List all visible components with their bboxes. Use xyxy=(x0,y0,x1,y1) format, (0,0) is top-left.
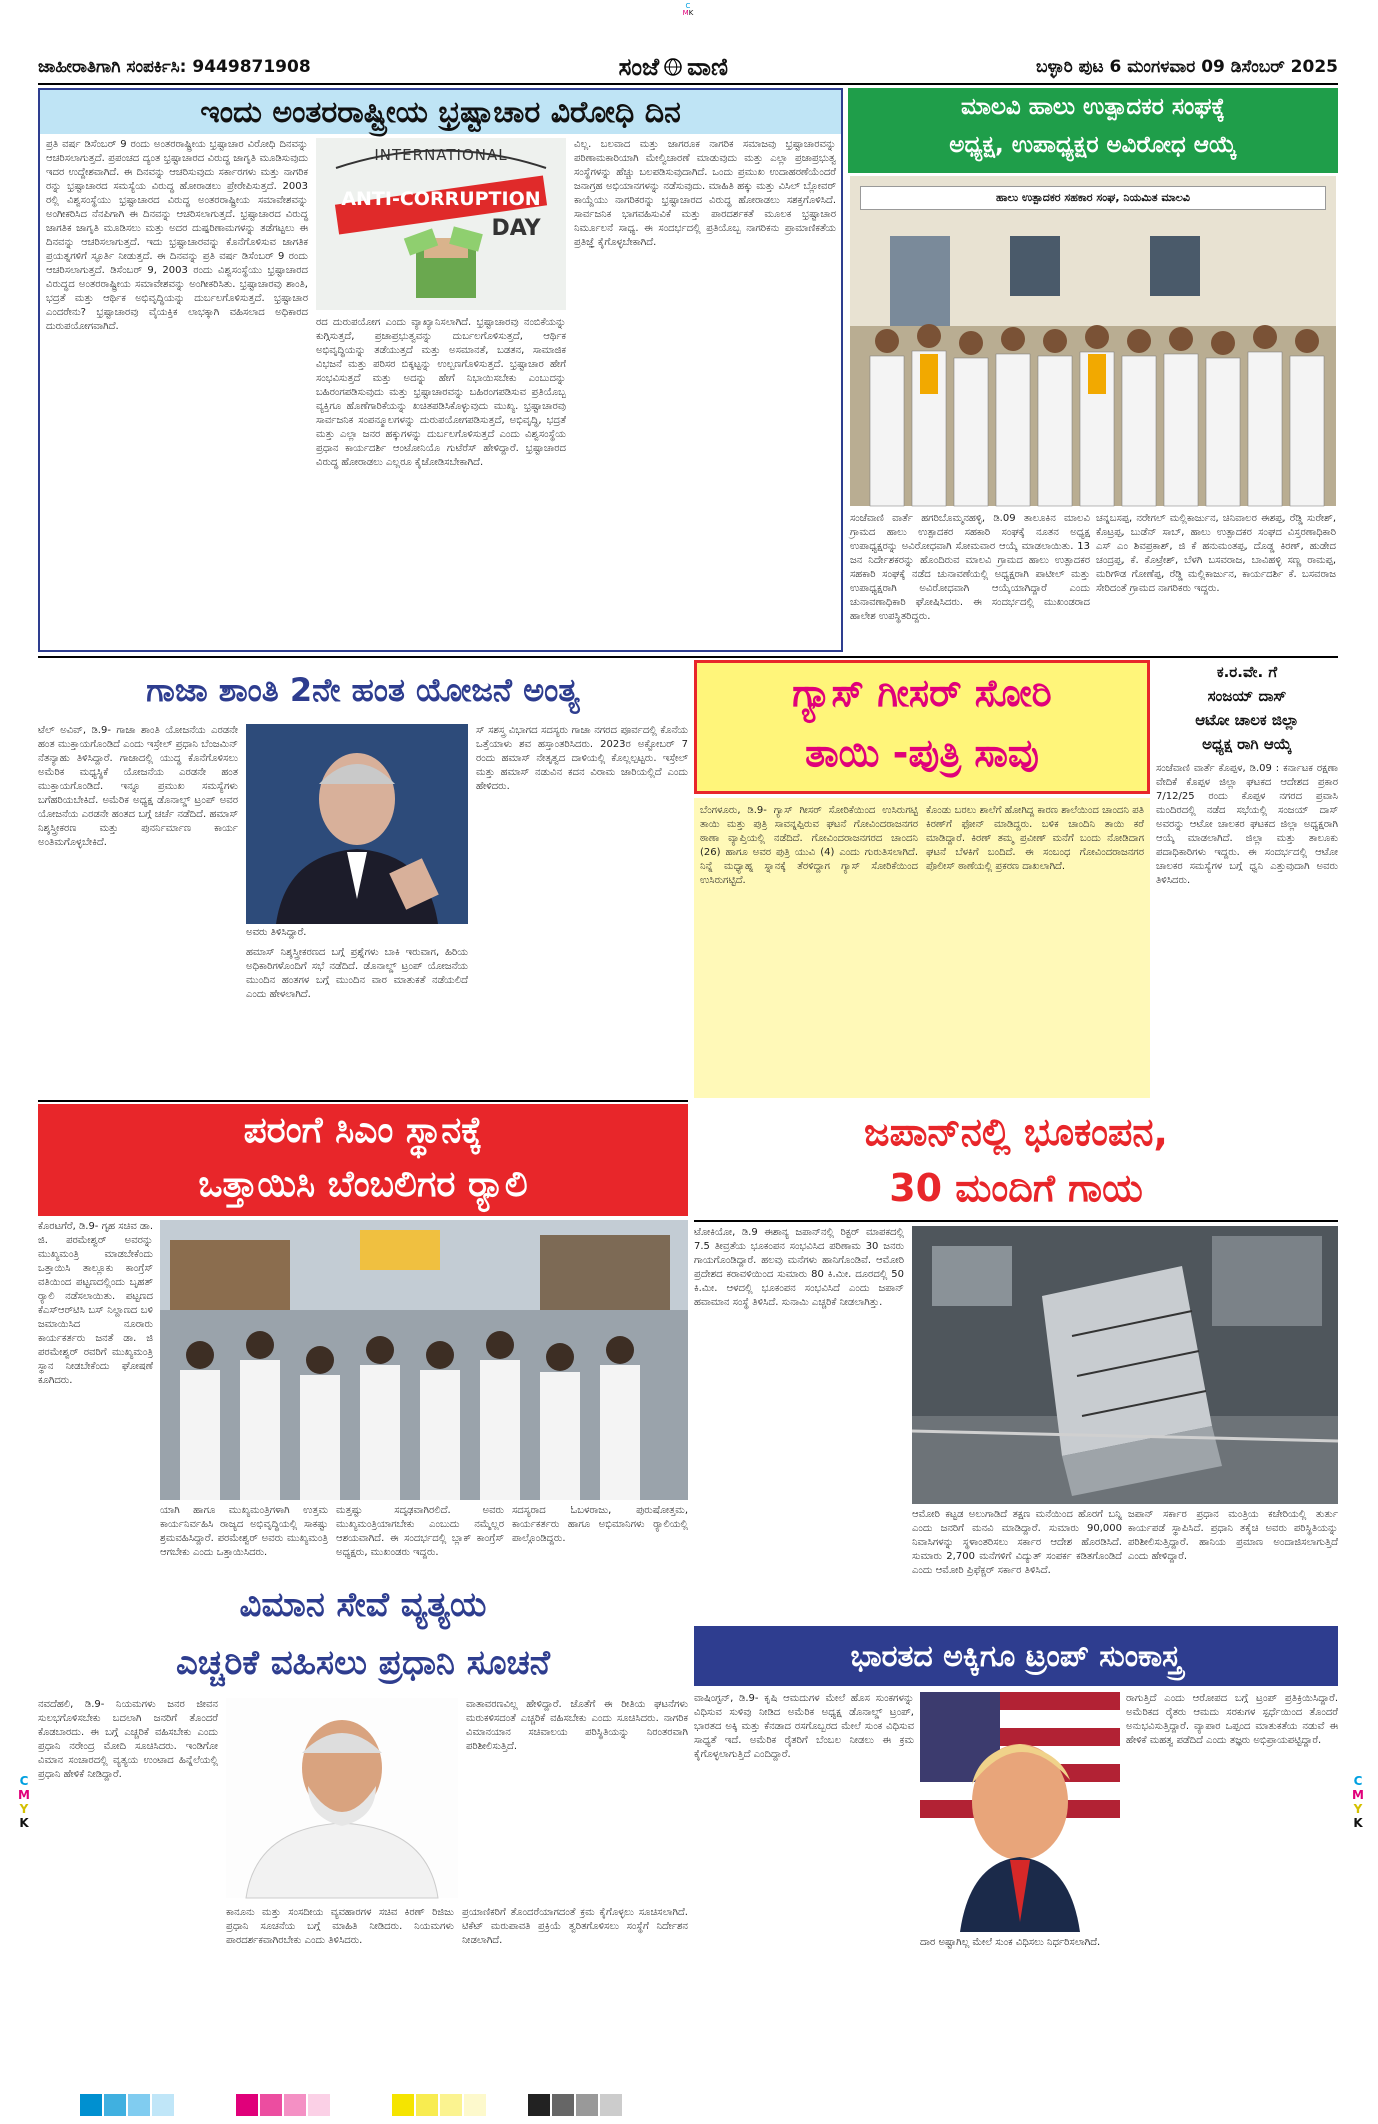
headline-rally xyxy=(38,1104,688,1216)
crowd-icon xyxy=(160,1220,688,1500)
paper-name-right: ವಾಣಿ xyxy=(687,53,728,81)
article-column: ವಾಷಿಂಗ್ಟನ್, ಡಿ.9- ಕೃಷಿ ಆಮದುಗಳ ಮೇಲೆ ಹೊಸ ಸುಂಕಗಳನ್ನು ವಿಧಿಸುವ ಸುಳಿವು ನೀಡಿದ ಅಮೆರಿಕ ಅಧ್ಯಕ್ಷ ಡೊನಾಲ್ಡ್ ಟ್ರಂಪ್, ಭಾರತದ ಅಕ್ಕಿ ಮತ್ತು ಕೆನಡಾದ ರಸಗೊಬ್ಬರದ ಮೇಲೆ ಸುಂಕ ವಿಧಿಸುವ ಸಾಧ್ಯತೆ ಇದೆ. ಅಮೆರಿಕ ರೈತರಿಗೆ ಬೆಂಬಲ ನೀಡಲು ಈ ಕ್ರಮ ಕೈಗೊಳ್ಳಲಾಗುತ್ತಿದೆ ಎಂದಿದ್ದಾರೆ. xyxy=(694,1693,914,1760)
article-column: ಸಂಜೆವಾಣಿ ವಾರ್ತೆ ಕೊಪ್ಪಳ, ಡಿ.09 : ಕರ್ನಾಟಕ ರಕ್ಷಣಾ ವೇದಿಕೆ ಕೊಪ್ಪಳ ಜಿಲ್ಲಾ ಘಟಕದ ಆದೇಶದ ಪ್ರಕಾರ 7/12/25 ರಂದು ಕೊಪ್ಪಳ ನಗರದ ಪ್ರವಾಸಿ ಮಂದಿರದಲ್ಲಿ ನಡೆದ ಸಭೆಯಲ್ಲಿ ಸಂಜಯ್ ದಾಸ್ ಅವರನ್ನು ಆಟೋ ಚಾಲಕರ ಘಟಕದ ಜಿಲ್ಲಾ ಅಧ್ಯಕ್ಷರಾಗಿ ಆಯ್ಕೆ ಮಾಡಲಾಗಿದೆ. ಜಿಲ್ಲಾ ಮತ್ತು ತಾಲೂಕು ಪದಾಧಿಕಾರಿಗಳು ಇದ್ದರು. ಈ ಸಂದರ್ಭದಲ್ಲಿ ಆಟೋ ಚಾಲಕರ ಸಮಸ್ಯೆಗಳ ಬಗ್ಗೆ ಧ್ವನಿ ಎತ್ತುವುದಾಗಿ ಅವರು ತಿಳಿಸಿದರು. xyxy=(1156,763,1338,886)
headline-milk-society xyxy=(848,88,1338,173)
article-column: ಟೆಲ್ ಅವಿವ್, ಡಿ.9- ಗಾಜಾ ಶಾಂತಿ ಯೋಜನೆಯ ಎರಡನೇ ಹಂತ ಮುಕ್ತಾಯಗೊಂಡಿದೆ ಎಂದು ಇಸ್ರೇಲ್ ಪ್ರಧಾನಿ ಬೆಂಜಮಿನ್ ನೆತನ್ಯಾಹು ತಿಳಿಸಿದ್ದಾರೆ. ಗಾಜಾದಲ್ಲಿ ಯುದ್ಧ ಕೊನೆಗೊಳಿಸಲು ಅಮೆರಿಕ ಮಧ್ಯಸ್ಥಿಕೆ ಯೋಜನೆಯ ಎರಡನೇ ಹಂತ ಮುಕ್ತಾಯಗೊಂಡಿದೆ. ಇನ್ನೂ ಪ್ರಮುಖ ಸಮಸ್ಯೆಗಳು ಬಗೆಹರಿಯಬೇಕಿದೆ. ಅಮೆರಿಕ ಅಧ್ಯಕ್ಷ ಡೊನಾಲ್ಡ್ ಟ್ರಂಪ್ ಅವರ ಯೋಜನೆಯ ಎರಡನೇ ಹಂತದ ಬಗ್ಗೆ ಚರ್ಚೆ ನಡೆದಿದೆ. ಹಮಾಸ್ ನಿಶ್ಶಸ್ತ್ರೀಕರಣ ಮತ್ತು ಪುನರ್ನಿರ್ಮಾಣ ಕಾರ್ಯ ಅಂತಿಮಗೊಳ್ಳಬೇಕಿದೆ. xyxy=(38,725,238,848)
headline-japan-l2: 30 ಮಂದಿಗೆ ಗಾಯ xyxy=(889,1166,1143,1210)
collapsed-building-icon xyxy=(912,1226,1338,1504)
swatch xyxy=(416,2094,438,2116)
person-icon xyxy=(246,724,468,924)
paper-name xyxy=(619,53,728,81)
swatch xyxy=(308,2094,330,2116)
globe-icon xyxy=(663,57,683,77)
modi-photo xyxy=(226,1698,458,1898)
side-cmyk-right: C M Y K xyxy=(1352,1774,1364,1830)
article-column: ಸದಸ್ಯರಾದ ಓಬಳರಾಜು, ಪುರುಷೋತ್ತಮ, ಕಾರ್ಯಕರ್ತರು ಹಾಗೂ ಅಭಿಮಾನಿಗಳು ರ‍್ಯಾಲಿಯಲ್ಲಿ ಪಾಲ್ಗೊಂಡಿದ್ದರು. xyxy=(512,1505,688,1544)
swatch xyxy=(392,2094,414,2116)
masthead-rule xyxy=(38,83,1338,85)
swatch xyxy=(440,2094,462,2116)
headline-line: ಅಧ್ಯಕ್ಷ ರಾಗಿ ಆಯ್ಕೆ xyxy=(1202,735,1292,753)
article-column: ಜಪಾನ್ ಸರ್ಕಾರ ಪ್ರಧಾನ ಮಂತ್ರಿಯ ಕಚೇರಿಯಲ್ಲಿ ತುರ್ತು ಕಾರ್ಯಪಡೆ ಸ್ಥಾಪಿಸಿದೆ. ಪ್ರಧಾನಿ ತಕೈಚಿ ಅವರು ಪರಿಸ್ಥಿತಿಯನ್ನು ಪರಿಶೀಲಿಸುತ್ತಿದ್ದಾರೆ. ಹಾನಿಯ ಪ್ರಮಾಣ ಅಂದಾಜಿಸಲಾಗುತ್ತಿದೆ ಎಂದು ಹೇಳಿದ್ದಾರೆ. xyxy=(1128,1509,1338,1562)
headline-gaza: ಗಾಜಾ ಶಾಂತಿ 2ನೇ ಹಂತ ಯೋಜನೆ ಅಂತ್ಯ xyxy=(146,670,580,709)
swatch xyxy=(80,2094,102,2116)
photo-caption: ಅವರು ತಿಳಿಸಿದ್ದಾರೆ. xyxy=(246,927,307,938)
headline-line: ಗ್ಯಾಸ್ ಗೀಸರ್ ಸೋರಿ xyxy=(792,671,1052,715)
side-cmyk-left: C M Y K xyxy=(18,1774,30,1830)
section-rule xyxy=(694,1220,1338,1222)
headline-krv xyxy=(1156,660,1338,756)
article-column: ಪ್ರಯಾಣಿಕರಿಗೆ ತೊಂದರೆಯಾಗದಂತೆ ಕ್ರಮ ಕೈಗೊಳ್ಳಲು ಸೂಚಿಸಲಾಗಿದೆ. ಟಿಕೆಟ್ ಮರುಪಾವತಿ ಪ್ರಕ್ರಿಯೆ ತ್ವರಿತಗೊಳಿಸಲು ಸಂಸ್ಥೆಗೆ ನಿರ್ದೇಶನ ನೀಡಲಾಗಿದೆ. xyxy=(462,1907,688,1946)
headline-line: ಕ.ರ.ವೇ. ಗೆ xyxy=(1216,663,1278,681)
headline-trump-tariff: ಭಾರತದ ಅಕ್ಕಿಗೂ ಟ್ರಂಪ್ ಸುಂಕಾಸ್ತ್ರ xyxy=(694,1626,1338,1686)
swatch xyxy=(528,2094,550,2116)
swatch xyxy=(104,2094,126,2116)
paper-name-left: ಸಂಜೆ xyxy=(618,53,660,81)
headline-gas-geyser xyxy=(694,660,1150,794)
masthead xyxy=(38,52,1338,82)
img-line3: DAY xyxy=(491,216,541,241)
headline-line: ಆಟೋ ಚಾಲಕ ಜಿಲ್ಲಾ xyxy=(1195,711,1299,729)
article-column: ಸಂಜೆವಾಣಿ ವಾರ್ತೆ ಹಗರಿಬೊಮ್ಮನಹಳ್ಳಿ, ಡಿ.09 ತಾಲೂಕಿನ ಮಾಲವಿ ಗ್ರಾಮದ ಹಾಲು ಉತ್ಪಾದಕರ ಸಹಕಾರಿ ಸಂಘಕ್ಕೆ ನೂತನ ಅಧ್ಯಕ್ಷ ಉಪಾಧ್ಯಕ್ಷರನ್ನು ಅವಿರೋಧವಾಗಿ ಸೋಮವಾರ ಆಯ್ಕೆ ಮಾಡಲಾಯಿತು. 13 ಜನ ನಿರ್ದೇಶಕರನ್ನು ಹೊಂದಿರುವ ಮಾಲವಿ ಗ್ರಾಮದ ಹಾಲು ಉತ್ಪಾದಕರ ಸಹಕಾರಿ ಸಂಘಕ್ಕೆ ನಡೆದ ಚುನಾವಣೆಯಲ್ಲಿ ಅಧ್ಯಕ್ಷರಾಗಿ ಪಾಟೀಲ್ ಮತ್ತು ಉಪಾಧ್ಯಕ್ಷರಾಗಿ ಅವಿರೋಧವಾಗಿ ಆಯ್ಕೆಯಾಗಿದ್ದಾರೆ ಎಂದು ಚುನಾವಣಾಧಿಕಾರಿ ಘೋಷಿಸಿದರು. ಈ ಸಂದರ್ಭದಲ್ಲಿ ಮುಖಂಡರಾದ ಹಾಲೇಶ ಉಪಸ್ಥಿತರಿದ್ದರು. xyxy=(850,513,1090,622)
anti-corruption-day-image xyxy=(316,138,566,310)
headline-line: ತಾಯಿ -ಪುತ್ರಿ ಸಾವು xyxy=(805,731,1039,775)
section-rule xyxy=(38,656,1338,658)
swatch xyxy=(260,2094,282,2116)
headline-japan-l1: ಜಪಾನ್‌ನಲ್ಲಿ ಭೂಕಂಪನ, xyxy=(864,1110,1168,1154)
article-column: ಟೋಕಿಯೋ, ಡಿ.9 ಈಶಾನ್ಯ ಜಪಾನ್‌ನಲ್ಲಿ ರಿಕ್ಟರ್ ಮಾಪಕದಲ್ಲಿ 7.5 ತೀವ್ರತೆಯ ಭೂಕಂಪನ ಸಂಭವಿಸಿದ ಪರಿಣಾಮ 30 ಜನರು ಗಾಯಗೊಂಡಿದ್ದಾರೆ. ಹಲವು ಮನೆಗಳು ಹಾನಿಗೊಂಡಿವೆ. ಆಮೋರಿ ಪ್ರದೇಶದ ಕರಾವಳಿಯಿಂದ ಸುಮಾರು 80 ಕಿ.ಮೀ. ದೂರದಲ್ಲಿ 50 ಕಿ.ಮೀ. ಆಳದಲ್ಲಿ ಭೂಕಂಪನ ಸಂಭವಿಸಿದೆ ಎಂದು ಜಪಾನ್ ಹವಾಮಾನ ಸಂಸ್ಥೆ ತಿಳಿಸಿದೆ. ಸುನಾಮಿ ಎಚ್ಚರಿಕೆ ನೀಡಲಾಗಿತ್ತು. xyxy=(694,1227,904,1308)
swatch xyxy=(552,2094,574,2116)
reg-c: C xyxy=(685,2,691,10)
article-column: ರದ ದುರುಪಯೋಗ ಎಂದು ವ್ಯಾಖ್ಯಾನಿಸಲಾಗಿದೆ. ಭ್ರಷ್ಟಾಚಾರವು ನಂಬಿಕೆಯನ್ನು ಕುಗ್ಗಿಸುತ್ತದೆ, ಪ್ರಜಾಪ್ರಭುತ್ವವನ್ನು ದುರ್ಬಲಗೊಳಿಸುತ್ತದೆ, ಆರ್ಥಿಕ ಅಭಿವೃದ್ಧಿಯನ್ನು ತಡೆಯುತ್ತದೆ ಮತ್ತು ಅಸಮಾನತೆ, ಬಡತನ, ಸಾಮಾಜಿಕ ವಿಭಜನೆ ಮತ್ತು ಪರಿಸರ ಬಿಕ್ಕಟ್ಟನ್ನು ಉಲ್ಬಣಗೊಳಿಸುತ್ತದೆ. ಭ್ರಷ್ಟಾಚಾರ ಹೇಗೆ ಸಂಭವಿಸುತ್ತದೆ ಮತ್ತು ಅದನ್ನು ಹೇಗೆ ನಿಭಾಯಿಸಬೇಕು ಎಂಬುದನ್ನು ಬಹಿರಂಗಪಡಿಸುವುದು ಮತ್ತು ಭ್ರಷ್ಟಾಚಾರವನ್ನು ಬಹಿರಂಗಪಡಿಸುವ ಪ್ರತಿಯೊಬ್ಬ ವ್ಯಕ್ತಿಗೂ ಹೊಣೆಗಾರಿಕೆಯನ್ನು ಖಚಿತಪಡಿಸಿಕೊಳ್ಳುವುದು ಮುಖ್ಯ. ಭ್ರಷ್ಟಾಚಾರವು ಸಾರ್ವಜನಿಕ ಸಂಪನ್ಮೂಲಗಳನ್ನು ದುರುಪಯೋಗಪಡಿಸುತ್ತದೆ, ಅಭಿವೃದ್ಧಿ, ಭದ್ರತೆ ಮತ್ತು ಎಲ್ಲಾ ಜನರ ಹಕ್ಕುಗಳನ್ನು ದುರ್ಬಲಗೊಳಿಸುತ್ತದೆ ಎಂದು ವಿಶ್ವಸಂಸ್ಥೆಯ ಪ್ರಧಾನ ಕಾರ್ಯದರ್ಶಿ ಆಂಟೋನಿಯೊ ಗುಟೆರೆಸ್ ಹೇಳಿದ್ದಾರೆ. ಭ್ರಷ್ಟಾಚಾರದ ವಿರುದ್ಧ ಹೋರಾಡಲು ಎಲ್ಲರೂ ಕೈಜೋಡಿಸಬೇಕಾಗಿದೆ. xyxy=(316,317,566,468)
trump-photo xyxy=(920,1692,1120,1932)
registration-mark-top xyxy=(676,3,700,25)
headline-flight xyxy=(38,1576,688,1696)
headline-line: ಒತ್ತಾಯಿಸಿ ಬೆಂಬಲಿಗರ ರ‍್ಯಾಲಿ xyxy=(198,1164,528,1205)
society-sign: ಹಾಲು ಉತ್ಪಾದಕರ ಸಹಕಾರ ಸಂಘ, ನಿಯಮಿತ ಮಾಲವಿ xyxy=(860,186,1326,210)
headline-line: ವಿಮಾನ ಸೇವೆ ವ್ಯತ್ಯಯ xyxy=(239,1585,487,1625)
headline-anti-corruption: ಇಂದು ಅಂತರರಾಷ್ಟ್ರೀಯ ಭ್ರಷ್ಟಾಚಾರ ವಿರೋಧಿ ದಿನ xyxy=(40,90,841,134)
img-line1: INTERNATIONAL xyxy=(374,146,508,164)
article-column: ನವದೆಹಲಿ, ಡಿ.9- ನಿಯಮಗಳು ಜನರ ಜೀವನ ಸುಲಭಗೊಳಿಸಬೇಕು ಬದಲಾಗಿ ಜನರಿಗೆ ತೊಂದರೆ ಕೊಡಬಾರದು. ಈ ಬಗ್ಗೆ ಎಚ್ಚರಿಕೆ ವಹಿಸಬೇಕು ಎಂದು ಪ್ರಧಾನಿ ನರೇಂದ್ರ ಮೋದಿ ಸೂಚಿಸಿದರು. ಇಂಡಿಗೋ ವಿಮಾನ ಸಂಚಾರದಲ್ಲಿ ವ್ಯತ್ಯಯ ಉಂಟಾದ ಹಿನ್ನೆಲೆಯಲ್ಲಿ ಪ್ರಧಾನಿ ಹೇಳಿಕೆ ನೀಡಿದ್ದಾರೆ. xyxy=(38,1699,218,1780)
article-column: ಆಮೋರಿ ಕಟ್ಟಡ ಅಲುಗಾಡಿದೆ ತಕ್ಷಣ ಮನೆಯಿಂದ ಹೊರಗೆ ಬನ್ನಿ ಎಂದು ಜನರಿಗೆ ಮನವಿ ಮಾಡಿದ್ದಾರೆ. ಸುಮಾರು 90,000 ನಿವಾಸಿಗಳನ್ನು ಸ್ಥಳಾಂತರಿಸಲು ಸರ್ಕಾರ ಆದೇಶ ಹೊರಡಿಸಿದೆ. ಸುಮಾರು 2,700 ಮನೆಗಳಿಗೆ ವಿದ್ಯುತ್ ಸಂಪರ್ಕ ಕಡಿತಗೊಂಡಿದೆ ಎಂದು ಆಮೋರಿ ಪ್ರಿಫೆಕ್ಚರ್ ಸರ್ಕಾರ ತಿಳಿಸಿದೆ. xyxy=(912,1509,1122,1576)
article-column: ಬೆಂಗಳೂರು, ಡಿ.9- ಗ್ಯಾಸ್ ಗೀಸರ್ ಸೋರಿಕೆಯಿಂದ ಉಸಿರುಗಟ್ಟಿ ತಾಯಿ ಮತ್ತು ಪುತ್ರಿ ಸಾವನ್ನಪ್ಪಿರುವ ಘಟನೆ ಗೋವಿಂದರಾಜನಗರ ಠಾಣಾ ವ್ಯಾಪ್ತಿಯಲ್ಲಿ ನಡೆದಿದೆ. ಗೋವಿಂದರಾಜನಗರದ ಚಾಂದನಿ (26) ಹಾಗೂ ಅವರ ಪುತ್ರಿ ಯುವಿ (4) ಎಂದು ಗುರುತಿಸಲಾಗಿದೆ. ನಿನ್ನೆ ಮಧ್ಯಾಹ್ನ ಸ್ನಾನಕ್ಕೆ ತೆರಳಿದ್ದಾಗ ಗ್ಯಾಸ್ ಸೋರಿಕೆಯಿಂದ ಉಸಿರುಗಟ್ಟಿದೆ. xyxy=(700,805,918,886)
color-bar xyxy=(80,2094,640,2116)
swatch xyxy=(464,2094,486,2116)
swatch xyxy=(600,2094,622,2116)
article-column: ಸ್ ಸಶಸ್ತ್ರ ವಿಭಾಗದ ಸದಸ್ಯರು ಗಾಜಾ ನಗರದ ಪೂರ್ವದಲ್ಲಿ ಕೊನೆಯ ಒತ್ತೆಯಾಳು ಶವ ಹಸ್ತಾಂತರಿಸಿದರು. 2023ರ ಅಕ್ಟೋಬರ್ 7 ರಂದು ಹಮಾಸ್ ನೇತೃತ್ವದ ದಾಳಿಯಲ್ಲಿ ಕೊಲ್ಲಲ್ಪಟ್ಟರು. ಇಸ್ರೇಲ್ ಮತ್ತು ಹಮಾಸ್ ನಡುವಿನ ಕದನ ವಿರಾಮ ಜಾರಿಯಲ್ಲಿದೆ ಎಂದು ಹೇಳಿದರು. xyxy=(476,725,688,792)
earthquake-photo xyxy=(912,1226,1338,1504)
article-column: ಹಮಾಸ್ ನಿಶ್ಶಸ್ತ್ರೀಕರಣದ ಬಗ್ಗೆ ಪ್ರಶ್ನೆಗಳು ಬಾಕಿ ಇರುವಾಗ, ಹಿರಿಯ ಅಧಿಕಾರಿಗಳೊಂದಿಗೆ ಸಭೆ ನಡೆದಿದೆ. ಡೊನಾಲ್ಡ್ ಟ್ರಂಪ್ ಯೋಜನೆಯ ಮುಂದಿನ ಹಂತಗಳ ಬಗ್ಗೆ ಮುಂದಿನ ವಾರ ಮಾತುಕತೆ ನಡೆಯಲಿದೆ ಎಂದು ಹೇಳಲಾಗಿದೆ. xyxy=(246,947,468,1000)
article-column: ಕಾನೂನು ಮತ್ತು ಸಂಸದೀಯ ವ್ಯವಹಾರಗಳ ಸಚಿವ ಕಿರಣ್ ರಿಜಿಜು ಪ್ರಧಾನಿ ಸೂಚನೆಯ ಬಗ್ಗೆ ಮಾಹಿತಿ ನೀಡಿದರು. ನಿಯಮಗಳು ಪಾರದರ್ಶಕವಾಗಿರಬೇಕು ಎಂದು ತಿಳಿಸಿದರು. xyxy=(226,1907,454,1946)
article-column: ವಿಲ್ಲ. ಬಲವಾದ ಮತ್ತು ಜಾಗರೂಕ ನಾಗರಿಕ ಸಮಾಜವು ಭ್ರಷ್ಟಾಚಾರವನ್ನು ಪರಿಣಾಮಕಾರಿಯಾಗಿ ಮೇಲ್ವಿಚಾರಣೆ ಮಾಡುವುದು ಮತ್ತು ಎಲ್ಲಾ ಪ್ರಜಾಪ್ರಭುತ್ವ ಸಂಸ್ಥೆಗಳನ್ನು ಹೆಚ್ಚು ಬಲಪಡಿಸುವುದಾಗಿದೆ. ಒಂದು ಪ್ರಮುಖ ಉದಾಹರಣೆಯೆಂದರೆ ಜನಾಗ್ರಹ ಅಭಿಯಾನಗಳನ್ನು ನಡೆಸುವುದು. ಮಾಹಿತಿ ಹಕ್ಕು ಮತ್ತು ವಿಸಿಲ್ ಬ್ಲೋವರ್ ಕಾಯ್ದೆಯು ನಾಗರಿಕರನ್ನು ಭ್ರಷ್ಟಾಚಾರದ ವಿರುದ್ಧ ಹೋರಾಡಲು ಸಶಕ್ತಗೊಳಿಸಿದೆ. ಸಾರ್ವಜನಿಕ ಭಾಗವಹಿಸುವಿಕೆ ಮತ್ತು ಪಾರದರ್ಶಕತೆ ಮೂಲಕ ಭ್ರಷ್ಟಾಚಾರ ನಿರ್ಮೂಲನೆ ಸಾಧ್ಯ. ಈ ಸಂದರ್ಭದಲ್ಲಿ ಪ್ರತಿಯೊಬ್ಬ ನಾಗರಿಕನು ಪ್ರಾಮಾಣಿಕತೆಯ ಪ್ರತಿಜ್ಞೆ ಕೈಗೊಳ್ಳಬೇಕಾಗಿದೆ. xyxy=(574,139,836,248)
article-column: ಪ್ರತಿ ವರ್ಷ ಡಿಸೆಂಬರ್ 9 ರಂದು ಅಂತರರಾಷ್ಟ್ರೀಯ ಭ್ರಷ್ಟಾಚಾರ ವಿರೋಧಿ ದಿನವನ್ನು ಆಚರಿಸಲಾಗುತ್ತದೆ. ಪ್ರಪಂಚದ ದ್ಯಂತ ಭ್ರಷ್ಟಾಚಾರದ ವಿರುದ್ಧ ಜಾಗೃತಿ ಮೂಡಿಸುವುದು ಇದರ ಉದ್ದೇಶವಾಗಿದೆ. ಈ ದಿನವನ್ನು ಆಚರಿಸುವುದು ಸರ್ಕಾರಗಳು ಮತ್ತು ನಾಗರಿಕ ರನ್ನು ಭ್ರಷ್ಟಾಚಾರದ ಸಮಸ್ಯೆಯ ವಿರುದ್ಧ ಹೋರಾಡಲು ಪ್ರೇರೇಪಿಸುತ್ತದೆ. 2003 ರಲ್ಲಿ ವಿಶ್ವಸಂಸ್ಥೆಯು ಭ್ರಷ್ಟಾಚಾರದ ವಿರುದ್ಧ ಅಂತರರಾಷ್ಟ್ರೀಯ ಸಮಾವೇಶವನ್ನು ಅಂಗೀಕರಿಸಿದ ನೆನಪಿಗಾಗಿ ಈ ದಿನವನ್ನು ಆಚರಿಸಲಾಗುತ್ತದೆ. ಭ್ರಷ್ಟಾಚಾರದ ವಿರುದ್ಧ ಜಾಗತಿಕ ಜಾಗೃತಿ ಮೂಡಿಸಲು ಮತ್ತು ಅದರ ದುಷ್ಪರಿಣಾಮಗಳನ್ನು ತಡೆಗಟ್ಟಲು ಈ ದಿನವನ್ನು ಆಚರಿಸಲಾಗುತ್ತದೆ. ಇದು ಭ್ರಷ್ಟಾಚಾರವನ್ನು ಕೊನೆಗೊಳಿಸುವ ಜಾಗತಿಕ ಪ್ರಯತ್ನಗಳಿಗೆ ಸ್ಫೂರ್ತಿ ನೀಡುತ್ತದೆ. ಈ ದಿನವನ್ನು ಪ್ರತಿ ವರ್ಷ ಡಿಸೆಂಬರ್ 9 ರಂದು ಆಚರಿಸಲಾಗುತ್ತದೆ. ಡಿಸೆಂಬರ್ 9, 2003 ರಂದು ವಿಶ್ವಸಂಸ್ಥೆಯು ಭ್ರಷ್ಟಾಚಾರದ ವಿರುದ್ಧದ ಅಂತರರಾಷ್ಟ್ರೀಯ ಸಮಾವೇಶವನ್ನು ಅಂಗೀಕರಿಸಿತು. ಭ್ರಷ್ಟಾಚಾರವು ಶಾಂತಿ, ಭದ್ರತೆ ಮತ್ತು ಆರ್ಥಿಕ ಅಭಿವೃದ್ಧಿಯನ್ನು ದುರ್ಬಲಗೊಳಿಸುತ್ತದೆ. ಭ್ರಷ್ಟಾಚಾರ ಎಂದರೇನು? ಭ್ರಷ್ಟಾಚಾರವು ವೈಯಕ್ತಿಕ ಲಾಭಕ್ಕಾಗಿ ವಹಿಸಲಾದ ಅಧಿಕಾರದ ದುರುಪಯೋಗವಾಗಿದೆ. xyxy=(46,139,308,332)
window xyxy=(1010,236,1060,296)
article-column: ರಾಗುತ್ತಿದೆ ಎಂದು ಆರೋಪದ ಬಗ್ಗೆ ಟ್ರಂಪ್ ಪ್ರತಿಕ್ರಿಯಿಸಿದ್ದಾರೆ. ಅಮೆರಿಕದ ರೈತರು ಆಮದು ಸರಕುಗಳ ಸ್ಪರ್ಧೆಯಿಂದ ತೊಂದರೆ ಅನುಭವಿಸುತ್ತಿದ್ದಾರೆ. ವ್ಯಾಪಾರ ಒಪ್ಪಂದ ಮಾತುಕತೆಯ ನಡುವೆ ಈ ಹೇಳಿಕೆ ಮಹತ್ವ ಪಡೆದಿದೆ ಎಂದು ತಜ್ಞರು ಅಭಿಪ್ರಾಯಪಟ್ಟಿದ್ದಾರೆ. xyxy=(1126,1693,1338,1746)
article-column: ಮತ್ತಷ್ಟು ಸದೃಢವಾಗಿರಲಿದೆ. ಅವರು ಮುಖ್ಯಮಂತ್ರಿಯಾಗಬೇಕು ಎಂಬುದು ನಮ್ಮೆಲ್ಲರ ಆಶಯವಾಗಿದೆ. ಈ ಸಂದರ್ಭದಲ್ಲಿ ಬ್ಲಾಕ್ ಕಾಂಗ್ರೆಸ್ ಅಧ್ಯಕ್ಷರು, ಮುಖಂಡರು ಇದ್ದರು. xyxy=(336,1505,504,1558)
swatch xyxy=(576,2094,598,2116)
headline-line: ಮಾಲವಿ ಹಾಲು ಉತ್ಪಾದಕರ ಸಂಘಕ್ಕೆ xyxy=(961,94,1225,120)
article-krv-auto xyxy=(1156,660,1338,1100)
headline-line: ಸಂಜಯ್ ದಾಸ್ xyxy=(1207,687,1287,705)
group-people-icon xyxy=(850,296,1336,506)
window xyxy=(1150,236,1200,296)
headline-line: ಅಧ್ಯಕ್ಷ, ಉಪಾಧ್ಯಕ್ಷರ ಅವಿರೋಧ ಆಯ್ಕೆ xyxy=(949,132,1237,158)
page-info: ಬಳ್ಳಾರಿ ಪುಟ 6 ಮಂಗಳವಾರ 09 ಡಿಸೆಂಬರ್ 2025 xyxy=(1035,57,1338,77)
person-icon xyxy=(920,1692,1120,1932)
img-line2: ANTI-CORRUPTION xyxy=(341,188,541,210)
netanyahu-photo xyxy=(246,724,468,924)
photo-caption: ದಾರ ಅಷ್ಟಾಗಿಲ್ಲ ಮೇಲೆ ಸುಂಕ ವಿಧಿಸಲು ನಿರ್ಧರಿಸಲಾಗಿದೆ. xyxy=(920,1937,1101,1948)
reg-k: K xyxy=(688,9,694,17)
headline-line: ಎಚ್ಚರಿಕೆ ವಹಿಸಲು ಪ್ರಧಾನಿ ಸೂಚನೆ xyxy=(175,1643,550,1683)
article-column: ಕೊರಟಗೆರೆ, ಡಿ.9- ಗೃಹ ಸಚಿವ ಡಾ. ಜಿ. ಪರಮೇಶ್ವರ್ ಅವರನ್ನು ಮುಖ್ಯಮಂತ್ರಿ ಮಾಡಬೇಕೆಂದು ಒತ್ತಾಯಿಸಿ ತಾಲ್ಲೂಕು ಕಾಂಗ್ರೆಸ್ ವತಿಯಿಂದ ಪಟ್ಟಣದಲ್ಲಿಂದು ಬೃಹತ್ ರ‍್ಯಾಲಿ ನಡೆಸಲಾಯಿತು. ಪಟ್ಟಣದ ಕೆಎಸ್ಆರ್‌ಟಿಸಿ ಬಸ್ ನಿಲ್ದಾಣದ ಬಳಿ ಜಮಾಯಿಸಿದ ನೂರಾರು ಕಾರ್ಯಕರ್ತರು ಜನತೆ ಡಾ. ಜಿ ಪರಮೇಶ್ವರ್ ರವರಿಗೆ ಮುಖ್ಯಮಂತ್ರಿ ಸ್ಥಾನ ನೀಡಬೇಕೆಂದು ಘೋಷಣೆ ಕೂಗಿದರು. xyxy=(38,1221,153,1386)
person-icon xyxy=(226,1698,458,1898)
reg-m: M xyxy=(682,9,689,17)
section-rule xyxy=(38,1100,688,1102)
swatch xyxy=(152,2094,174,2116)
photo-caption: ಯಾಗಿ ಹಾಗೂ ಮುಖ್ಯಮಂತ್ರಿಗಳಾಗಿ ಉತ್ತಮ ಕಾರ್ಯನಿರ್ವಹಿಸಿ ರಾಜ್ಯದ ಅಭಿವೃದ್ಧಿಯಲ್ಲಿ ಸಾಕಷ್ಟು ಶ್ರಮವಹಿಸಿದ್ದಾರೆ. ಪರಮೇಶ್ವರ್ ಅವರು ಮುಖ್ಯಮಂತ್ರಿ ಆಗಬೇಕು ಎಂದು ಒತ್ತಾಯಿಸಿದರು. xyxy=(160,1505,328,1558)
swatch xyxy=(284,2094,306,2116)
rally-photo xyxy=(160,1220,688,1500)
ad-contact: ಜಾಹೀರಾತಿಗಾಗಿ ಸಂಪರ್ಕಿಸಿ: 9449871908 xyxy=(38,57,311,77)
article-column: ವಾತಾವರಣವಿಲ್ಲ ಹೇಳಿದ್ದಾರೆ. ಜೊತೆಗೆ ಈ ರೀತಿಯ ಘಟನೆಗಳು ಮರುಕಳಿಸದಂತೆ ಎಚ್ಚರಿಕೆ ವಹಿಸಬೇಕು ಎಂದು ಸೂಚಿಸಿದರು. ನಾಗರಿಕ ವಿಮಾನಯಾನ ಸಚಿವಾಲಯ ಪರಿಸ್ಥಿತಿಯನ್ನು ನಿರಂತರವಾಗಿ ಪರಿಶೀಲಿಸುತ್ತಿದೆ. xyxy=(466,1699,688,1752)
swatch xyxy=(128,2094,150,2116)
headline-line: ಪರಂಗೆ ಸಿಎಂ ಸ್ಥಾನಕ್ಕೆ xyxy=(243,1110,483,1151)
milk-society-photo xyxy=(850,176,1336,506)
swatch xyxy=(236,2094,258,2116)
article-column: ಕೊಂಡು ಬರಲು ಶಾಲೆಗೆ ಹೋಗಿದ್ದ ಕಾರಣ ಶಾಲೆಯಿಂದ ಚಾಂದನಿ ಪತಿ ಕಿರಣ್‌ಗೆ ಫೋನ್ ಮಾಡಿದ್ದರು. ಬಳಿಕ ಚಾಂದಿನಿ ತಾಯಿ ಕರೆ ಮಾಡಿದ್ದಾರೆ. ಕಿರಣ್ ತಮ್ಮ ಪ್ರವೀಣ್ ಮನೆಗೆ ಬಂದು ನೋಡಿದಾಗ ಘಟನೆ ಬೆಳಕಿಗೆ ಬಂದಿದೆ. ಈ ಸಂಬಂಧ ಗೋವಿಂದರಾಜನಗರ ಪೊಲೀಸ್ ಠಾಣೆಯಲ್ಲಿ ಪ್ರಕರಣ ದಾಖಲಾಗಿದೆ. xyxy=(926,805,1144,872)
article-column: ಚನ್ನಬಸಪ್ಪ, ನರೇಗಲ್ ಮಲ್ಲಿಕಾರ್ಜುನ, ಚಿನಿವಾಲರ ಈಶಪ್ಪ, ರೆಡ್ಡಿ ಸುರೇಶ್, ಕೊಟ್ರಪ್ಪ, ಬುಡೆನ್ ಸಾಬ್, ಹಾಲು ಉತ್ಪಾದಕರ ಸಂಘದ ವಿಸ್ತರಣಾಧಿಕಾರಿ ಎಸ್ ಎಂ ಶಿವಪ್ರಕಾಶ್, ಜಿ ಕೆ ಹನುಮಂತಪ್ಪ, ದೊಡ್ಡ ಕಿರಣ್, ಹುಡೇದ ಚಂದ್ರಪ್ಪ, ಕೆ. ಕೊಟ್ರೇಶ್, ಬೆಳಗಿ ಬಸವರಾಜ, ಬಾವಿಹಳ್ಳಿ ಸಣ್ಣ ರಾಮಪ್ಪ, ಮರಿಗೌಡ ಗೋಣೆಪ್ಪ, ರೆಡ್ಡಿ ಮಲ್ಲಿಕಾರ್ಜುನ, ಕಾರ್ಯದರ್ಶಿ ಕೆ. ಬಸವರಾಜ ಸೇರಿದಂತೆ ಗ್ರಾಮದ ನಾಗರಿಕರು ಇದ್ದರು. xyxy=(1096,513,1336,594)
